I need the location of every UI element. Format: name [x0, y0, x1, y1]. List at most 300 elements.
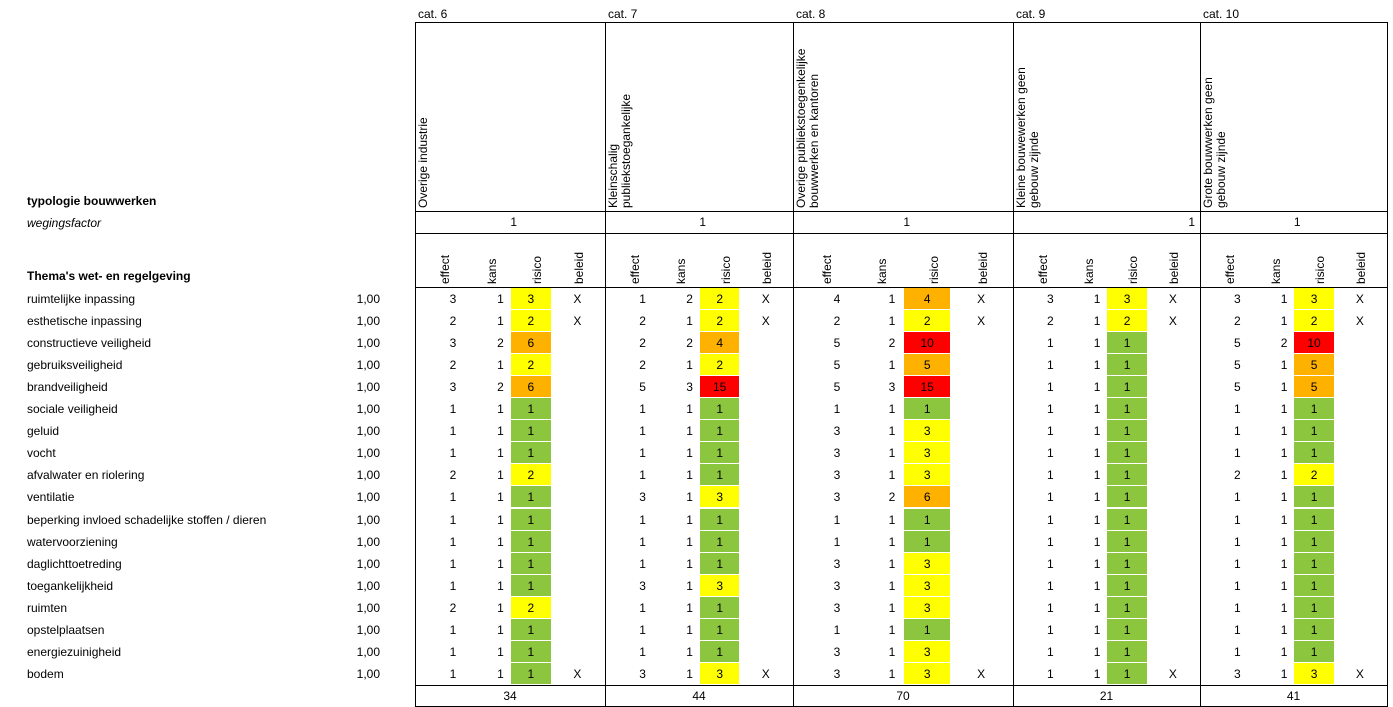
- policy-cell: [751, 553, 781, 575]
- risk-cell: 2: [700, 288, 739, 309]
- effect-cell: 4: [833, 292, 841, 306]
- weighting-factor: 1: [903, 215, 910, 229]
- risk-cell: 3: [904, 553, 950, 574]
- grid-line-factor-top: [415, 211, 1388, 212]
- risk-cell: 3: [904, 464, 950, 485]
- theme-weight: 1,00: [356, 314, 380, 329]
- policy-cell: [562, 464, 592, 486]
- kans-cell: 1: [1280, 424, 1288, 439]
- policy-cell: [966, 509, 996, 531]
- risk-cell: 1: [511, 663, 551, 684]
- grid-line-subheader: [415, 287, 1388, 288]
- risk-cell: 2: [1107, 310, 1146, 331]
- themas-label: Thema's wet- en regelgeving: [27, 269, 191, 283]
- risk-cell: 2: [511, 354, 551, 375]
- risk-cell: 1: [1294, 575, 1333, 596]
- risk-cell: 3: [904, 575, 950, 596]
- category-code: cat. 9: [1016, 7, 1046, 21]
- policy-cell: [1158, 619, 1188, 641]
- policy-cell: [562, 354, 592, 376]
- policy-cell: [1158, 332, 1188, 354]
- theme-label: ruimten: [27, 600, 68, 615]
- policy-cell: [1345, 509, 1375, 531]
- effect-cell: 1: [449, 512, 457, 527]
- category-title: publiekstoegankelijke: [619, 93, 633, 208]
- column-border: [1013, 22, 1014, 706]
- effect-cell: 1: [1234, 512, 1241, 527]
- effect-cell: 1: [1047, 534, 1054, 549]
- theme-label: ruimtelijke inpassing: [27, 292, 136, 306]
- policy-cell: [966, 531, 996, 553]
- risk-cell: 1: [1107, 575, 1146, 596]
- theme-label: daglichttoetreding: [27, 556, 122, 571]
- category-total: 70: [896, 689, 910, 703]
- category-total: 21: [1099, 689, 1114, 703]
- effect-cell: 1: [639, 556, 646, 571]
- column-header-beleid: beleid: [760, 251, 775, 284]
- effect-cell: 1: [449, 644, 457, 659]
- policy-cell: [1158, 442, 1188, 464]
- effect-cell: 1: [1234, 534, 1241, 549]
- effect-cell: 1: [1234, 446, 1241, 461]
- policy-cell: [966, 575, 996, 597]
- risk-cell: 1: [1107, 531, 1146, 552]
- policy-cell: [562, 332, 592, 354]
- effect-cell: 2: [449, 600, 457, 615]
- effect-cell: 1: [639, 402, 646, 417]
- column-header-effect: effect: [820, 254, 835, 284]
- kans-cell: 1: [1093, 336, 1101, 351]
- policy-cell: [562, 553, 592, 575]
- category-title: gebouw zijnde: [1214, 131, 1228, 208]
- policy-cell: [1158, 464, 1188, 486]
- effect-cell: 2: [639, 358, 646, 373]
- kans-cell: 1: [888, 314, 896, 329]
- policy-cell: X: [761, 314, 770, 329]
- effect-cell: 2: [1234, 468, 1241, 483]
- theme-label: afvalwater en riolering: [27, 468, 145, 483]
- policy-cell: [562, 376, 592, 398]
- risk-cell: 1: [511, 553, 551, 574]
- effect-cell: 5: [639, 380, 646, 395]
- kans-cell: 3: [686, 380, 693, 395]
- kans-cell: 1: [497, 556, 504, 571]
- policy-cell: X: [1355, 666, 1364, 681]
- effect-cell: 3: [1234, 292, 1241, 306]
- column-header-beleid: beleid: [1167, 251, 1182, 284]
- kans-cell: 1: [686, 512, 693, 527]
- risk-cell: 1: [904, 398, 950, 419]
- kans-cell: 1: [1093, 380, 1101, 395]
- effect-cell: 1: [1047, 512, 1054, 527]
- effect-cell: 2: [449, 358, 457, 373]
- kans-cell: 1: [888, 622, 896, 637]
- risk-cell: 3: [904, 442, 950, 463]
- kans-cell: 1: [497, 622, 504, 637]
- effect-cell: 5: [1234, 358, 1241, 373]
- policy-cell: [562, 619, 592, 641]
- policy-cell: [1345, 354, 1375, 376]
- effect-cell: 1: [449, 490, 457, 505]
- risk-cell: 1: [511, 398, 551, 419]
- risk-cell: 1: [700, 531, 739, 552]
- kans-cell: 1: [497, 314, 504, 329]
- kans-cell: 1: [888, 534, 896, 549]
- effect-cell: 1: [1047, 402, 1054, 417]
- risk-cell: 1: [1294, 442, 1333, 463]
- theme-label: beperking invloed schadelijke stoffen / dieren: [27, 512, 267, 527]
- policy-cell: X: [573, 666, 582, 681]
- risk-cell: 4: [904, 288, 950, 309]
- effect-cell: 1: [639, 468, 646, 483]
- policy-cell: X: [1355, 292, 1364, 306]
- risk-cell: 2: [511, 310, 551, 331]
- theme-weight: 1,00: [356, 446, 380, 461]
- theme-label: esthetische inpassing: [27, 314, 142, 329]
- effect-cell: 1: [1234, 556, 1241, 571]
- effect-cell: 1: [449, 402, 457, 417]
- kans-cell: 1: [497, 600, 504, 615]
- kans-cell: 1: [1093, 446, 1101, 461]
- policy-cell: [966, 332, 996, 354]
- risk-cell: 2: [511, 597, 551, 618]
- policy-cell: [1158, 354, 1188, 376]
- policy-cell: X: [1355, 314, 1364, 329]
- risk-cell: 2: [1294, 464, 1333, 485]
- kans-cell: 2: [497, 380, 504, 395]
- risk-cell: 1: [700, 442, 739, 463]
- column-header-effect: effect: [1035, 254, 1050, 284]
- effect-cell: 1: [1234, 490, 1241, 505]
- kans-cell: 1: [1093, 534, 1101, 549]
- theme-weight: 1,00: [356, 578, 380, 593]
- kans-cell: 1: [686, 468, 693, 483]
- effect-cell: 3: [639, 666, 646, 681]
- policy-cell: [751, 464, 781, 486]
- column-header-beleid: beleid: [1354, 251, 1369, 284]
- category-title: Overige industrie: [416, 117, 430, 208]
- risk-cell: 1: [700, 420, 739, 441]
- wegingsfactor-label: wegingsfactor: [27, 216, 102, 230]
- risk-cell: 6: [904, 486, 950, 507]
- risk-cell: 1: [700, 553, 739, 574]
- kans-cell: 2: [686, 336, 693, 351]
- policy-cell: [562, 597, 592, 619]
- policy-cell: [751, 420, 781, 442]
- effect-cell: 3: [833, 490, 841, 505]
- policy-cell: [1158, 509, 1188, 531]
- risk-cell: 1: [1107, 398, 1146, 419]
- effect-cell: 3: [1047, 292, 1054, 306]
- risk-cell: 1: [511, 575, 551, 596]
- policy-cell: [966, 641, 996, 663]
- category-title: gebouw zijnde: [1027, 131, 1041, 208]
- effect-cell: 1: [1047, 600, 1054, 615]
- risk-cell: 3: [904, 597, 950, 618]
- kans-cell: 1: [497, 644, 504, 659]
- kans-cell: 1: [686, 490, 693, 505]
- effect-cell: 3: [449, 336, 457, 351]
- policy-cell: [751, 641, 781, 663]
- risk-cell: 3: [1294, 288, 1333, 309]
- kans-cell: 2: [686, 292, 693, 306]
- policy-cell: [966, 597, 996, 619]
- risk-cell: 1: [700, 464, 739, 485]
- theme-label: bodem: [27, 666, 64, 681]
- effect-cell: 3: [833, 644, 841, 659]
- column-header-risico: risico: [1313, 255, 1328, 284]
- kans-cell: 1: [888, 424, 896, 439]
- effect-cell: 1: [1047, 424, 1054, 439]
- typologie-label: typologie bouwwerken: [27, 194, 157, 208]
- policy-cell: [751, 486, 781, 508]
- effect-cell: 1: [1234, 424, 1241, 439]
- risk-cell: 3: [700, 663, 739, 684]
- risk-cell: 3: [700, 486, 739, 507]
- theme-weight: 1,00: [356, 600, 380, 615]
- risk-cell: 1: [511, 531, 551, 552]
- policy-cell: [751, 575, 781, 597]
- policy-cell: [1158, 575, 1188, 597]
- theme-label: opstelplaatsen: [27, 622, 105, 637]
- risk-cell: 5: [1294, 354, 1333, 375]
- risk-cell: 3: [700, 575, 739, 596]
- kans-cell: 1: [1280, 292, 1288, 306]
- effect-cell: 1: [639, 424, 646, 439]
- kans-cell: 1: [1093, 666, 1101, 681]
- effect-cell: 1: [449, 446, 457, 461]
- effect-cell: 2: [639, 336, 646, 351]
- policy-cell: [966, 619, 996, 641]
- kans-cell: 1: [1093, 578, 1101, 593]
- risk-cell: 6: [511, 332, 551, 353]
- risk-cell: 5: [1294, 376, 1333, 397]
- policy-cell: [1345, 486, 1375, 508]
- policy-cell: [751, 509, 781, 531]
- effect-cell: 1: [833, 622, 841, 637]
- column-border: [1387, 22, 1388, 706]
- risk-cell: 1: [1107, 597, 1146, 618]
- effect-cell: 3: [639, 490, 646, 505]
- kans-cell: 1: [888, 578, 896, 593]
- policy-cell: [751, 442, 781, 464]
- column-header-effect: effect: [1222, 254, 1237, 284]
- column-header-risico: risico: [926, 255, 941, 284]
- risk-cell: 1: [1107, 464, 1146, 485]
- effect-cell: 2: [449, 314, 457, 329]
- effect-cell: 1: [449, 666, 457, 681]
- column-border: [415, 22, 416, 706]
- effect-cell: 1: [639, 534, 646, 549]
- theme-weight: 1,00: [356, 468, 380, 483]
- policy-cell: [966, 354, 996, 376]
- category-title: Grote bouwwerken geen: [1201, 77, 1215, 208]
- kans-cell: 1: [686, 622, 693, 637]
- policy-cell: [751, 376, 781, 398]
- effect-cell: 5: [833, 336, 841, 351]
- kans-cell: 1: [497, 424, 504, 439]
- risk-cell: 10: [904, 332, 950, 353]
- theme-label: gebruiksveiligheid: [27, 358, 123, 373]
- policy-cell: [1158, 597, 1188, 619]
- risk-cell: 15: [700, 376, 739, 397]
- effect-cell: 1: [833, 402, 841, 417]
- effect-cell: 3: [833, 600, 841, 615]
- policy-cell: [1345, 376, 1375, 398]
- risk-cell: 1: [700, 597, 739, 618]
- kans-cell: 1: [686, 358, 693, 373]
- risk-cell: 2: [700, 354, 739, 375]
- effect-cell: 3: [449, 292, 457, 306]
- policy-cell: [1345, 641, 1375, 663]
- kans-cell: 1: [1280, 644, 1288, 659]
- kans-cell: 1: [497, 534, 504, 549]
- policy-cell: [966, 464, 996, 486]
- effect-cell: 3: [833, 578, 841, 593]
- grid-line-top: [415, 22, 1388, 23]
- kans-cell: 2: [1280, 336, 1288, 351]
- column-header-kans: kans: [485, 258, 499, 284]
- kans-cell: 1: [1093, 358, 1101, 373]
- policy-cell: X: [761, 666, 770, 681]
- category-code: cat. 7: [608, 7, 638, 21]
- policy-cell: [1345, 464, 1375, 486]
- policy-cell: X: [977, 292, 986, 306]
- kans-cell: 1: [1093, 292, 1101, 306]
- kans-cell: 2: [888, 490, 896, 505]
- risk-cell: 1: [700, 619, 739, 640]
- theme-label: brandveiligheid: [27, 380, 108, 395]
- kans-cell: 1: [1093, 600, 1101, 615]
- effect-cell: 1: [449, 578, 457, 593]
- kans-cell: 1: [1093, 512, 1101, 527]
- effect-cell: 2: [639, 314, 646, 329]
- effect-cell: 1: [1234, 578, 1241, 593]
- policy-cell: [1158, 420, 1188, 442]
- risk-cell: 1: [1294, 509, 1333, 530]
- kans-cell: 1: [686, 644, 693, 659]
- kans-cell: 1: [497, 512, 504, 527]
- column-header-kans: kans: [674, 258, 689, 284]
- risk-cell: 5: [904, 354, 950, 375]
- effect-cell: 3: [833, 666, 841, 681]
- effect-cell: 1: [1047, 578, 1054, 593]
- policy-cell: [562, 575, 592, 597]
- risk-cell: 3: [1107, 288, 1146, 309]
- effect-cell: 1: [1047, 336, 1054, 351]
- effect-cell: 1: [639, 512, 646, 527]
- risk-cell: 1: [1294, 398, 1333, 419]
- theme-label: vocht: [27, 446, 56, 461]
- column-header-effect: effect: [438, 254, 452, 284]
- risk-cell: 2: [904, 310, 950, 331]
- column-header-kans: kans: [1268, 258, 1283, 284]
- policy-cell: [966, 442, 996, 464]
- weighting-factor: 1: [1293, 215, 1301, 229]
- theme-weight: 1,00: [356, 424, 380, 439]
- effect-cell: 3: [639, 578, 646, 593]
- theme-weight: 1,00: [356, 534, 380, 549]
- policy-cell: [751, 398, 781, 420]
- effect-cell: 3: [449, 380, 457, 395]
- category-total: 41: [1286, 689, 1301, 703]
- category-total: 44: [692, 689, 706, 703]
- kans-cell: 1: [686, 578, 693, 593]
- risk-cell: 1: [1107, 332, 1146, 353]
- kans-cell: 1: [1280, 468, 1288, 483]
- policy-cell: X: [977, 314, 986, 329]
- category-title: Kleine bouwewerken geen: [1014, 67, 1028, 208]
- column-header-risico: risico: [1126, 255, 1141, 284]
- effect-cell: 1: [1047, 380, 1054, 395]
- theme-weight: 1,00: [356, 666, 380, 681]
- effect-cell: 1: [1234, 600, 1241, 615]
- effect-cell: 1: [639, 446, 646, 461]
- policy-cell: X: [977, 666, 986, 681]
- policy-cell: [751, 354, 781, 376]
- category-title: Overige publiekstoegenkelijke: [794, 48, 808, 208]
- kans-cell: 1: [1280, 314, 1288, 329]
- risk-cell: 4: [700, 332, 739, 353]
- weighting-factor: 1: [1188, 215, 1195, 229]
- risk-cell: 1: [904, 531, 950, 552]
- kans-cell: 1: [497, 402, 504, 417]
- policy-cell: [562, 641, 592, 663]
- effect-cell: 5: [833, 380, 841, 395]
- risk-cell: 1: [1107, 376, 1146, 397]
- category-title: bouwwerken en kantoren: [807, 73, 821, 208]
- policy-cell: [966, 376, 996, 398]
- theme-weight: 1,00: [356, 512, 380, 527]
- kans-cell: 1: [1280, 490, 1288, 505]
- column-header-kans: kans: [1081, 258, 1096, 284]
- kans-cell: 1: [1280, 380, 1288, 395]
- effect-cell: 5: [1234, 336, 1241, 351]
- kans-cell: 1: [1093, 644, 1101, 659]
- risk-cell: 1: [1107, 420, 1146, 441]
- risk-cell: 1: [904, 619, 950, 640]
- policy-cell: X: [1168, 314, 1177, 329]
- kans-cell: 1: [1280, 600, 1288, 615]
- risk-cell: 1: [700, 398, 739, 419]
- column-border: [1200, 22, 1201, 706]
- policy-cell: [1345, 398, 1375, 420]
- kans-cell: 1: [888, 358, 896, 373]
- kans-cell: 1: [1280, 556, 1288, 571]
- theme-label: energiezuinigheid: [27, 644, 122, 659]
- theme-weight: 1,00: [356, 380, 380, 395]
- policy-cell: X: [1168, 666, 1177, 681]
- kans-cell: 1: [686, 314, 693, 329]
- category-code: cat. 10: [1203, 7, 1240, 21]
- kans-cell: 1: [1093, 402, 1101, 417]
- kans-cell: 1: [888, 666, 896, 681]
- kans-cell: 1: [1093, 490, 1101, 505]
- theme-label: constructieve veiligheid: [27, 336, 152, 351]
- theme-weight: 1,00: [356, 292, 380, 306]
- policy-cell: [751, 619, 781, 641]
- theme-weight: 1,00: [356, 622, 380, 637]
- risk-cell: 2: [700, 310, 739, 331]
- policy-cell: [562, 442, 592, 464]
- effect-cell: 1: [1234, 622, 1241, 637]
- risk-cell: 1: [1107, 442, 1146, 463]
- kans-cell: 1: [1093, 314, 1101, 329]
- policy-cell: [1158, 376, 1188, 398]
- kans-cell: 1: [686, 600, 693, 615]
- policy-cell: X: [573, 292, 582, 306]
- policy-cell: X: [1168, 292, 1177, 306]
